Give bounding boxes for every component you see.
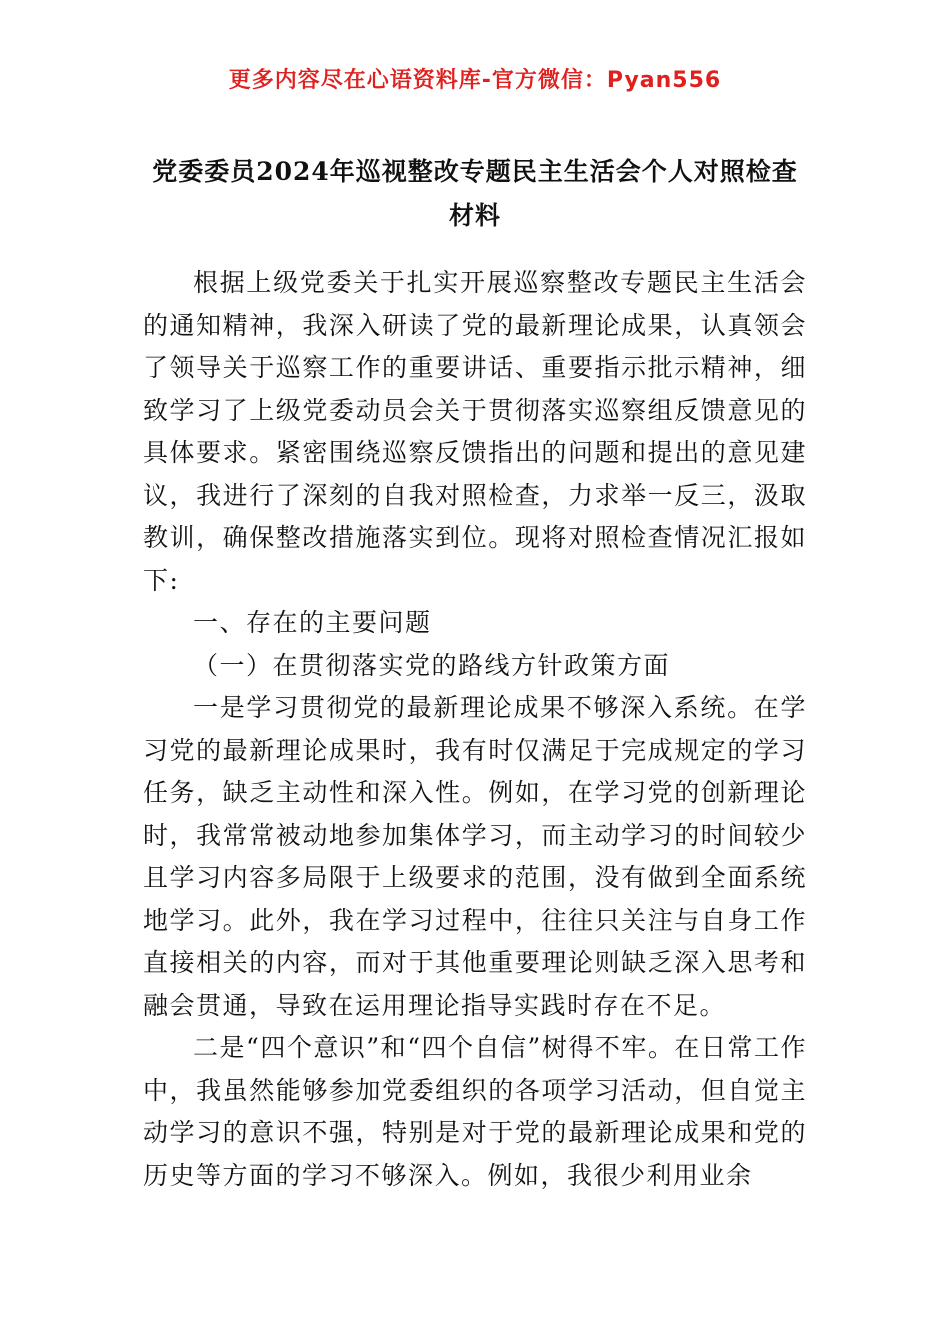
body-paragraph-1: 一是学习贯彻党的最新理论成果不够深入系统。在学习党的最新理论成果时，我有时仅满足于完成规定的学习任务，缺乏主动性和深入性。例如，在学习党的创新理论时，我常常被动地参加集体学习，而主动学习的时间较少且学习内容多局限于上级要求的范围，没有做到全面系统地学习。此外，我在学习过程中，往往只关注与自身工作直接相关的内容，而对于其他重要理论则缺乏深入思考和融会贯通，导致在运用理论指导实践时存在不足。 <box>143 693 807 1020</box>
intro-paragraph: 根据上级党委关于扎实开展巡察整改专题民主生活会的通知精神，我深入研读了党的最新理论成果，认真领会了领导关于巡察工作的重要讲话、重要指示批示精神，细致学习了上级党委动员会关于贯彻落实巡察组反馈意见的具体要求。紧密围绕巡察反馈指出的问题和提出的意见建议，我进行了深刻的自我对照检查，力求举一反三，汲取教训，确保整改措施落实到位。现将对照检查情况汇报如下: <box>143 268 807 595</box>
promo-banner: 更多内容尽在心语资料库-官方微信：Pyan556 <box>228 68 722 93</box>
document-title: 党委委员2024年巡视整改专题民主生活会个人对照检查材料 <box>152 157 798 230</box>
document-body <box>143 262 807 1197</box>
subsection-heading: （一）在贯彻落实党的路线方针政策方面 <box>193 650 671 680</box>
body-paragraph-2: 二是“四个意识”和“四个自信”树得不牢。在日常工作中，我虽然能够参加党委组织的各项学习活动，但自觉主动学习的意识不强，特别是对于党的最新理论成果和党的历史等方面的学习不够深入。例如，我很少利用业余 <box>143 1033 807 1190</box>
section-heading: 一、存在的主要问题 <box>193 608 432 637</box>
